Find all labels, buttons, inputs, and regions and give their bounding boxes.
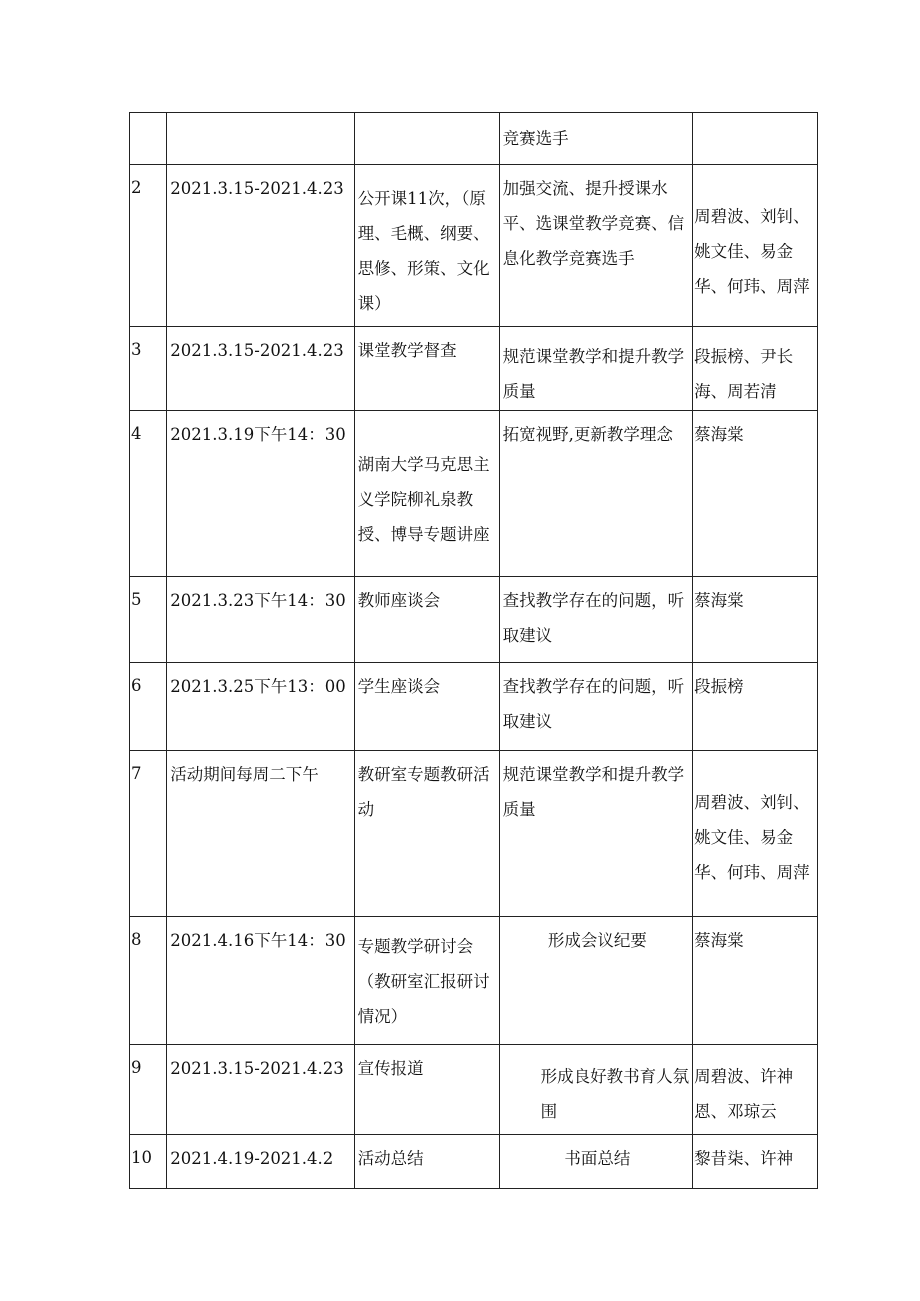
cell-goal: 规范课堂教学和提升教学质量 (499, 751, 692, 917)
cell-goal: 查找教学存在的问题，听取建议 (499, 577, 692, 663)
table-row (130, 751, 818, 917)
table-row (130, 165, 818, 327)
cell-date: 2021.3.19下午14：30 (167, 411, 354, 577)
cell-responsible: 段振榜、尹长海、周若清 (693, 327, 818, 411)
cell-activity: 宣传报道 (354, 1045, 499, 1135)
cell-goal: 书面总结 (499, 1135, 692, 1189)
cell-num: 8 (130, 917, 167, 1045)
cell-responsible: 黎昔柒、许神 (693, 1135, 818, 1189)
cell-date: 活动期间每周二下午 (167, 751, 354, 917)
cell-responsible (693, 113, 818, 165)
schedule-table (129, 112, 818, 1189)
table-row (130, 577, 818, 663)
cell-responsible: 周碧波、刘钊、姚文佳、易金华、何玮、周萍 (693, 751, 818, 917)
cell-goal: 形成会议纪要 (499, 917, 692, 1045)
table-row (130, 327, 818, 411)
cell-activity: 课堂教学督查 (354, 327, 499, 411)
cell-num: 4 (130, 411, 167, 577)
cell-num: 9 (130, 1045, 167, 1135)
cell-activity: 活动总结 (354, 1135, 499, 1189)
cell-activity: 教研室专题教研活动 (354, 751, 499, 917)
cell-goal: 加强交流、提升授课水平、选课堂教学竞赛、信息化教学竞赛选手 (499, 165, 692, 327)
table-row (130, 1045, 818, 1135)
table-row (130, 1135, 818, 1189)
cell-goal: 拓宽视野,更新教学理念 (499, 411, 692, 577)
cell-responsible: 蔡海棠 (693, 577, 818, 663)
cell-goal: 形成良好教书育人氛围 (499, 1045, 692, 1135)
cell-activity: 教师座谈会 (354, 577, 499, 663)
cell-date: 2021.3.25下午13：00 (167, 663, 354, 751)
cell-responsible: 蔡海棠 (693, 411, 818, 577)
cell-responsible: 周碧波、许神恩、邓琼云 (693, 1045, 818, 1135)
cell-goal: 查找教学存在的问题，听取建议 (499, 663, 692, 751)
cell-num: 7 (130, 751, 167, 917)
cell-activity: 专题教学研讨会（教研室汇报研讨情况） (354, 917, 499, 1045)
cell-responsible: 周碧波、刘钊、姚文佳、易金华、何玮、周萍 (693, 165, 818, 327)
cell-activity: 湖南大学马克思主义学院柳礼泉教授、博导专题讲座 (354, 411, 499, 577)
cell-goal: 竞赛选手 (499, 113, 692, 165)
cell-date: 2021.4.16下午14：30 (167, 917, 354, 1045)
cell-num (130, 113, 167, 165)
cell-responsible: 蔡海棠 (693, 917, 818, 1045)
cell-date (167, 113, 354, 165)
cell-num: 2 (130, 165, 167, 327)
cell-date: 2021.4.19-2021.4.2 (167, 1135, 354, 1189)
cell-num: 6 (130, 663, 167, 751)
cell-activity: 公开课11次，（原理、毛概、纲要、思修、形策、文化课） (354, 165, 499, 327)
cell-num: 3 (130, 327, 167, 411)
cell-date: 2021.3.15-2021.4.23 (167, 1045, 354, 1135)
cell-responsible: 段振榜 (693, 663, 818, 751)
table-row (130, 663, 818, 751)
table-row (130, 113, 818, 165)
cell-activity: 学生座谈会 (354, 663, 499, 751)
cell-date: 2021.3.23下午14：30 (167, 577, 354, 663)
cell-date: 2021.3.15-2021.4.23 (167, 327, 354, 411)
cell-goal: 规范课堂教学和提升教学质量 (499, 327, 692, 411)
cell-date: 2021.3.15-2021.4.23 (167, 165, 354, 327)
cell-num: 10 (130, 1135, 167, 1189)
table-row (130, 411, 818, 577)
cell-activity (354, 113, 499, 165)
table-row (130, 917, 818, 1045)
cell-num: 5 (130, 577, 167, 663)
